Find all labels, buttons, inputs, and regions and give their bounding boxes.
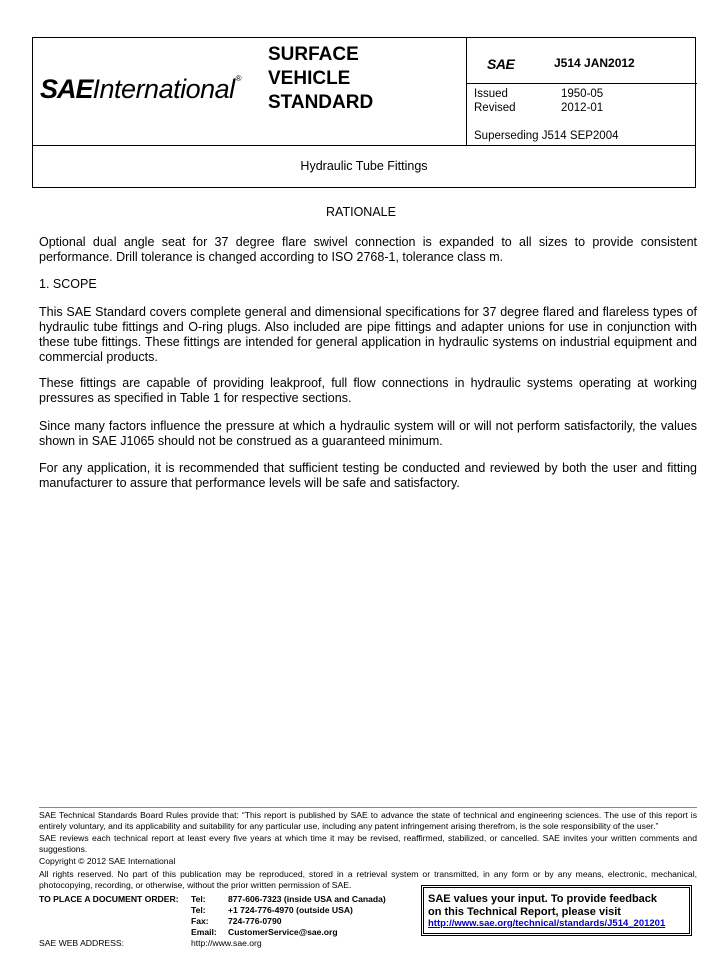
contact-label: Email: <box>191 927 217 937</box>
document-header <box>32 37 696 188</box>
doc-type-line: VEHICLE <box>268 68 351 89</box>
contact-label: Tel: <box>191 905 206 915</box>
sae-mark: SAE <box>487 56 515 72</box>
web-address-label: SAE WEB ADDRESS: <box>39 938 125 948</box>
contact-value: CustomerService@sae.org <box>228 927 338 937</box>
board-rules-text: SAE Technical Standards Board Rules provide that: “This report is published by SAE to advance the state of technical and engineering sciences. The use of this report is entirely voluntary, and its applicability and suitability for any particular use, including any patent infringement arising therefrom, is the sole responsibility of the user.” <box>39 810 697 831</box>
issued-value: 1950-05 <box>561 88 604 100</box>
header-divider-horizontal <box>33 145 695 146</box>
header-divider-vertical <box>466 38 467 145</box>
web-address-link[interactable]: http://www.sae.org <box>191 938 262 948</box>
scope-paragraph-2: These fittings are capable of providing leakproof, full flow connections in hydraulic systems operating at working pressures as specified in Table 1 for respective sections. <box>39 376 697 405</box>
contact-value: +1 724-776-4970 (outside USA) <box>228 905 353 915</box>
doc-type-line: SURFACE <box>268 44 359 65</box>
feedback-line: on this Technical Report, please visit <box>428 905 621 918</box>
contact-label: Tel: <box>191 894 206 904</box>
document-title: Hydraulic Tube Fittings <box>300 159 428 173</box>
scope-paragraph-1: This SAE Standard covers complete general and dimensional specifications for 37 degree flared and flareless types of hydraulic tube fittings and O-ring plugs. Also included are pipe fittings and adapter unions for use in conjunction with these tube fittings. These fittings are intended for general application in hydraulic systems on industrial equipment and commercial products. <box>39 305 697 364</box>
feedback-line: SAE values your input. To provide feedback <box>428 893 658 905</box>
copyright-text: Copyright © 2012 SAE International <box>39 856 176 866</box>
issued-label: Issued <box>474 88 508 100</box>
feedback-link[interactable]: http://www.sae.org/technical/standards/J514_201201 <box>428 918 666 929</box>
contact-label: Fax: <box>191 916 209 926</box>
superseding-note: Superseding J514 SEP2004 <box>474 130 619 142</box>
contact-value: 877-606-7323 (inside USA and Canada) <box>228 894 386 904</box>
scope-paragraph-3: Since many factors influence the pressure at which a hydraulic system will or will not perform satisfactorily, the values shown in SAE J1065 should not be construed as a guaranteed minimum. <box>39 419 697 448</box>
rationale-heading: RATIONALE <box>326 205 396 219</box>
document-type <box>268 43 373 115</box>
rationale-text: Optional dual angle seat for 37 degree flare swivel connection is expanded to all sizes to provide consistent performance. Drill tolerance is changed according to ISO 2768-1, tolerance class m. <box>39 235 697 264</box>
header-right-divider <box>466 83 697 84</box>
footer-divider <box>39 807 697 808</box>
revised-label: Revised <box>474 102 516 114</box>
order-label: TO PLACE A DOCUMENT ORDER: <box>39 894 179 904</box>
document-code: J514 JAN2012 <box>554 56 635 70</box>
contact-value: 724-776-0790 <box>228 916 282 926</box>
doc-type-line: STANDARD <box>268 92 374 113</box>
scope-paragraph-4: For any application, it is recommended that sufficient testing be conducted and reviewed by both the user and fitting manufacturer to assure that performance levels will be safe and satisfactory. <box>39 461 697 490</box>
review-text: SAE reviews each technical report at least every five years at which time it may be revised, reaffirmed, stabilized, or cancelled. SAE invites your written comments and suggestions. <box>39 833 697 854</box>
rights-text: All rights reserved. No part of this publication may be reproduced, stored in a retrieval system or transmitted, in any form or by any means, electronic, mechanical, photocopying, recording, or otherwise, without the prior written permission of SAE. <box>39 869 697 890</box>
feedback-box <box>421 885 692 936</box>
scope-heading: 1. SCOPE <box>39 277 97 291</box>
sae-international-logo: SAEInternational® <box>40 74 242 104</box>
revised-value: 2012-01 <box>561 102 604 114</box>
